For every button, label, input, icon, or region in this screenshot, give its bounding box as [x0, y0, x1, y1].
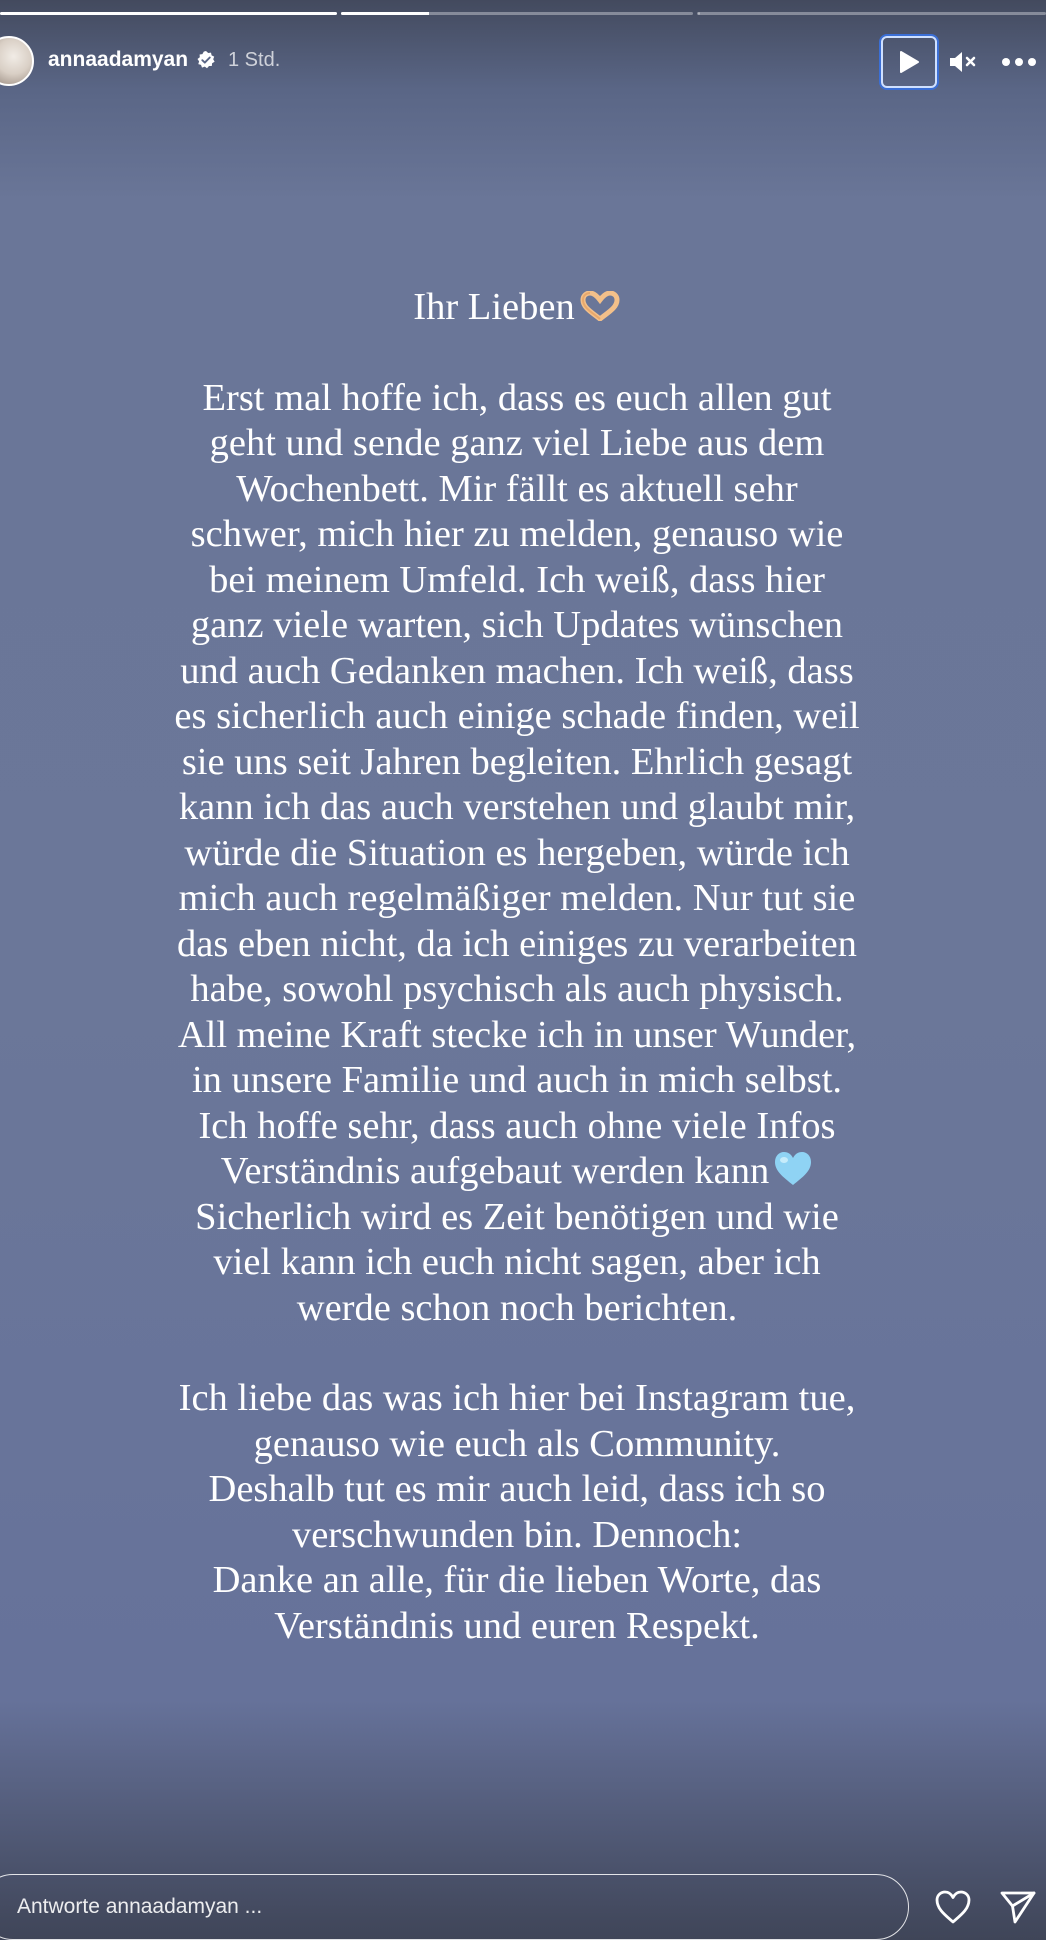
more-horizontal-icon[interactable] — [1000, 46, 1038, 78]
story-progress-bar — [0, 12, 1046, 16]
paragraph-1-text-end: Sicherlich wird es Zeit benötigen und wie viel kann ich euch nicht sagen, aber ich werde schon noch berichten. — [195, 1195, 839, 1329]
progress-segment — [698, 12, 1046, 15]
progress-segment — [0, 12, 337, 15]
play-icon — [898, 50, 920, 74]
avatar[interactable] — [0, 36, 34, 86]
username[interactable]: annaadamyan — [48, 48, 189, 71]
progress-segment — [341, 12, 693, 15]
story-greeting — [140, 285, 894, 331]
post-time: 1 Std. — [228, 49, 281, 71]
speaker-muted-icon[interactable] — [946, 46, 978, 78]
play-button[interactable] — [881, 36, 937, 88]
reply-placeholder: Antworte annaadamyan ... — [17, 1895, 263, 1918]
heart-hands-emoji-icon — [579, 291, 621, 321]
progress-fill — [341, 12, 429, 15]
story-body-paragraph-1 — [140, 376, 894, 1332]
paragraph-1-text: Erst mal hoffe ich, dass es euch allen gut geht und sende ganz viel Liebe aus dem Wochenbett. Mir fällt es aktuell sehr schwer, mich hier zu melden, genauso wie bei meinem Umfeld. Ich weiß, dass hier ganz viele warten, sich Updates wünschen und auch Gedanken machen. Ich weiß, dass es sicherlich auch einige schade finden, weil sie uns seit Jahren begleiten. Ehrlich gesagt kann ich das auch verstehen und glaubt mir, würde die Situation es hergeben, würde ich mich auch regelmäßiger melden. Nur tut sie das eben nicht, da ich einiges zu verarbeiten habe, sowohl psychisch als auch physisch. All meine Kraft stecke ich in unser Wunder, in unsere Familie und auch in mich selbst. Ich hoffe sehr, dass auch ohne viele Infos Verständnis aufgebaut werden kann — [174, 376, 860, 1192]
story-header — [0, 36, 1046, 92]
greeting-text: Ihr Lieben — [413, 286, 575, 328]
story-text-content — [140, 285, 894, 1649]
heart-outline-icon[interactable] — [933, 1888, 973, 1926]
reply-input[interactable] — [0, 1874, 909, 1940]
verified-badge-icon — [196, 50, 216, 70]
story-body-paragraph-2: Ich liebe das was ich hier bei Instagram tue, genauso wie euch als Community. Deshalb tut es mir auch leid, dass ich so verschwunden bin. Dennoch: Danke an alle, für die lieben Worte, das Verständnis und euren Respekt. — [178, 1377, 856, 1647]
light-blue-heart-emoji-icon — [773, 1151, 813, 1187]
progress-fill — [0, 12, 337, 15]
send-icon[interactable] — [998, 1888, 1038, 1926]
